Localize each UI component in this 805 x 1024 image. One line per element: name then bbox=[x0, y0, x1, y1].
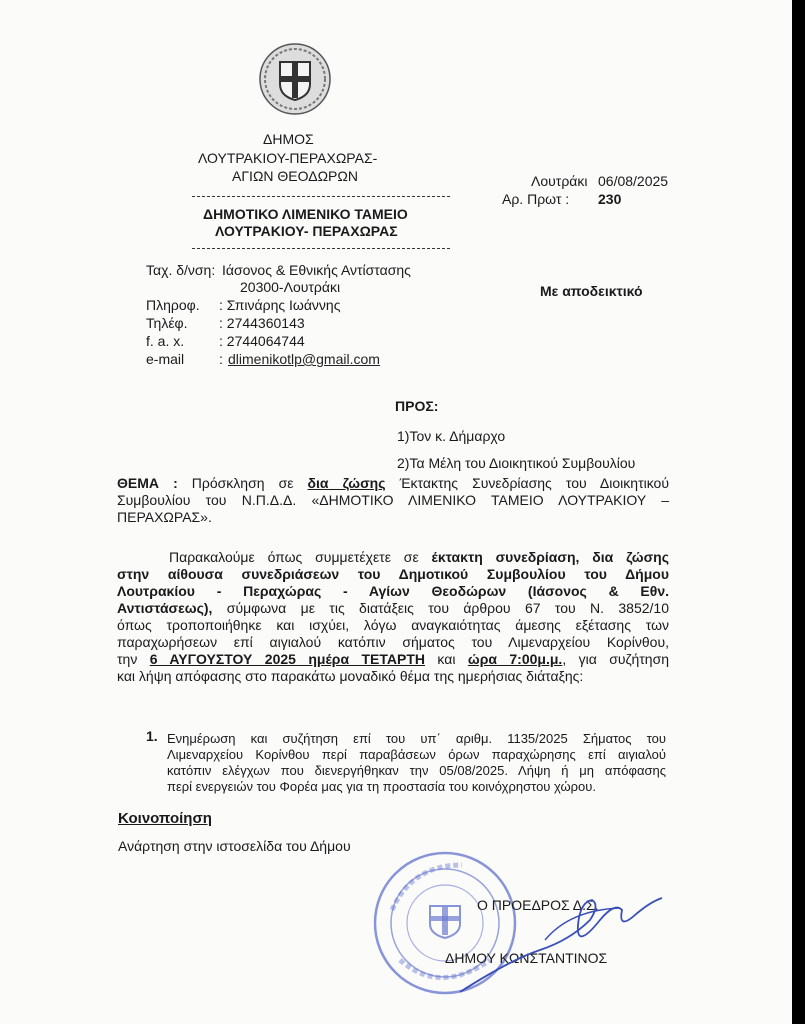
address-line-2: 20300-Λουτράκι bbox=[240, 279, 341, 295]
header-divider-top bbox=[192, 196, 450, 197]
info-label: Πληροφ. bbox=[146, 297, 200, 313]
subject-line-3: ΠΕΡΑΧΩΡΑΣ». bbox=[117, 509, 212, 525]
agenda-line-1: Ενημέρωση και συζήτηση επί του υπ΄ αριθμ. 1135/2025 Σήματος του bbox=[167, 731, 666, 746]
agenda-line-4: περί ενεργειών του Φορέα μας για τη προστασία του κοινόχρηστου χώρου. bbox=[167, 779, 596, 794]
office-title-line-1: ΔΗΜΟΤΙΚΟ ΛΙΜΕΝΙΚΟ ΤΑΜΕΙΟ bbox=[203, 206, 408, 222]
body-line-8: και λήψη απόφασης στο παρακάτω μοναδικό θέμα της ημερήσιας διάταξης: bbox=[117, 668, 584, 684]
body-l7-a: την bbox=[117, 651, 150, 667]
body-line-6: παραχωρήσεων επί αιγιαλού κατόπιν σήματος του Λιμεναρχείου Κορίνθου, bbox=[117, 634, 669, 650]
phone-label: Τηλέφ. bbox=[146, 315, 188, 331]
subject-text-2: Έκτακτης Συνεδρίασης του Διοικητικού bbox=[385, 475, 669, 491]
agenda-line-2: Λιμεναρχείου Κορίνθου περί παραβάσεων όρων παραχώρησης επί αιγιαλού bbox=[167, 747, 666, 762]
address-value: Ιάσονος & Εθνικής Αντίστασης bbox=[222, 262, 411, 278]
meeting-time: ώρα 7:00μ.μ. bbox=[467, 651, 563, 667]
body-line-5: όπως τροποποιήθηκε και ισχύει, λόγω αναγκαιότητας άμεσης εξέτασης των bbox=[117, 617, 669, 633]
recipient-2: 2)Τα Μέλη του Διοικητικού Συμβουλίου bbox=[397, 455, 636, 471]
notification-text: Ανάρτηση στην ιστοσελίδα του Δήμου bbox=[118, 838, 351, 854]
body-l7-b: και bbox=[425, 651, 468, 667]
subject-label: ΘΕΜΑ : bbox=[117, 475, 178, 491]
email-label: e-mail bbox=[146, 351, 185, 367]
body-l1-a: Παρακαλούμε όπως συμμετέχετε σε bbox=[169, 549, 432, 565]
body-paragraph bbox=[117, 549, 669, 685]
email-link[interactable]: dlimenikotlp@gmail.com bbox=[228, 351, 380, 367]
document-date: 06/08/2025 bbox=[598, 173, 669, 189]
recipients-title: ΠΡΟΣ: bbox=[395, 398, 439, 414]
body-l7-c: , για συζήτηση bbox=[562, 651, 670, 667]
body-line-2: στην αίθουσα συνεδριάσεων του Δημοτικού Συμβουλίου του Δήμου bbox=[117, 566, 669, 582]
body-l4-b: σύμφωνα με τις διατάξεις του άρθρου 67 του Ν. 3852/10 bbox=[212, 600, 669, 616]
subject-paragraph bbox=[117, 475, 669, 526]
municipality-line-1: ΔΗΜΟΣ bbox=[263, 131, 314, 147]
protocol-label: Αρ. Πρωτ : bbox=[502, 191, 570, 207]
body-l4-a: Αντιστάσεως), bbox=[117, 600, 213, 616]
subject-live-emphasis: δια ζώσης bbox=[307, 475, 386, 491]
subject-text-1: Πρόσκληση σε bbox=[177, 475, 308, 491]
signatory-role: Ο ΠΡΟΕΔΡΟΣ Δ.Σ. bbox=[477, 897, 599, 913]
agenda-line-3: κατόπιν ελέγχων που διενεργήθηκαν την 05/08/2025. Λήψη ή μη απόφασης bbox=[167, 763, 666, 778]
signatory-name: ΔΗΜΟΥ ΚΩΝΣΤΑΝΤΙΝΟΣ bbox=[445, 950, 608, 966]
recipient-1: 1)Τον κ. Δήμαρχο bbox=[397, 428, 506, 444]
fax-label: f. a. x. bbox=[146, 333, 185, 349]
body-line-3: Λουτρακίου - Περαχώρας - Αγίων Θεοδώρων (Ιάσονος & Εθν. bbox=[117, 583, 669, 599]
subject-line-2: Συμβουλίου του Ν.Π.Δ.Δ. «ΔΗΜΟΤΙΚΟ ΛΙΜΕΝΙΚΟ ΤΑΜΕΙΟ ΛΟΥΤΡΑΚΙΟΥ – bbox=[117, 492, 669, 508]
email-colon: : bbox=[219, 351, 223, 367]
municipality-line-2: ΛΟΥΤΡΑΚΙΟΥ-ΠΕΡΑΧΩΡΑΣ- bbox=[198, 150, 378, 166]
agenda-item-text bbox=[167, 731, 666, 795]
phone-value: : 2744360143 bbox=[219, 315, 305, 331]
place-label: Λουτράκι bbox=[531, 173, 588, 189]
fax-value: : 2744064744 bbox=[219, 333, 305, 349]
delivery-note: Με αποδεικτικό bbox=[540, 283, 643, 299]
header-divider-bottom bbox=[192, 248, 450, 249]
municipality-line-3: ΑΓΙΩΝ ΘΕΟΔΩΡΩΝ bbox=[232, 168, 358, 184]
meeting-date: 6 ΑΥΓΟΥΣΤΟΥ 2025 ημέρα ΤΕΤΑΡΤΗ bbox=[149, 651, 425, 667]
agenda-item-number: 1. bbox=[146, 728, 158, 744]
office-title-line-2: ΛΟΥΤΡΑΚΙΟΥ- ΠΕΡΑΧΩΡΑΣ bbox=[215, 223, 398, 239]
handwritten-signature bbox=[450, 880, 670, 1000]
greek-coat-of-arms-emblem bbox=[258, 42, 332, 116]
address-label: Ταχ. δ/νση: bbox=[146, 262, 216, 278]
info-value: : Σπινάρης Ιωάννης bbox=[219, 297, 341, 313]
body-l1-b: έκτακτη συνεδρίαση, δια ζώσης bbox=[431, 549, 669, 565]
protocol-number: 230 bbox=[598, 191, 622, 207]
notification-title: Κοινοποίηση bbox=[118, 810, 212, 827]
